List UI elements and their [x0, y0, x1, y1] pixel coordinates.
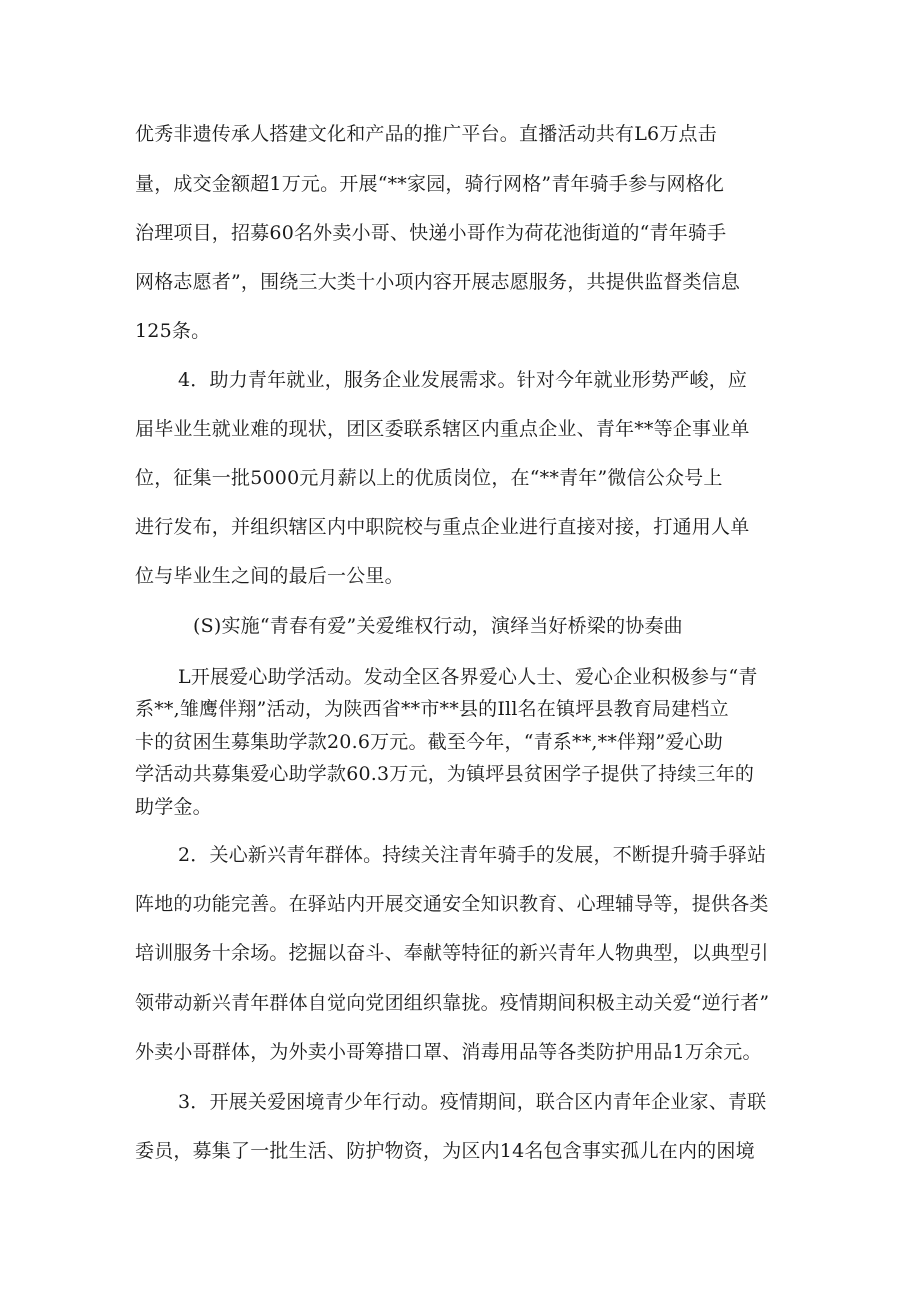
- text-line-1: 优秀非遗传承人搭建文化和产品的推广平台。直播活动共有L6万点击: [135, 123, 717, 145]
- text-line-9: 进行发布，并组织辖区内中职院校与重点企业进行直接对接，打通用人单: [135, 516, 750, 538]
- text-line-5: 125条。: [135, 320, 211, 342]
- text-line-17: 2．关心新兴青年群体。持续关注青年骑手的发展，不断提升骑手驿站: [178, 844, 767, 866]
- text-line-19: 培训服务十余场。挖掘以奋斗、奉献等特征的新兴青年人物典型，以典型引: [135, 942, 769, 964]
- text-line-23: 委员，募集了一批生活、防护物资，为区内14名包含事实孤儿在内的困境: [135, 1140, 755, 1162]
- text-line-4: 网格志愿者”，围绕三大类十小项内容开展志愿服务，共提供监督类信息: [135, 271, 741, 293]
- text-line-13: 系**,雏鹰伴翔”活动，为陕西省**市**县的Ill名在镇坪县教育局建档立: [135, 698, 729, 720]
- text-line-22: 3．开展关爱困境青少年行动。疫情期间，联合区内青年企业家、青联: [178, 1091, 767, 1113]
- text-line-18: 阵地的功能完善。在驿站内开展交通安全知识教育、心理辅导等，提供各类: [135, 893, 769, 915]
- text-line-7: 届毕业生就业难的现状，团区委联系辖区内重点企业、青年**等企事业单: [135, 418, 750, 440]
- text-line-20: 领带动新兴青年群体自觉向党团组织靠拢。疫情期间积极主动关爱“逆行者”: [135, 992, 770, 1014]
- text-line-15: 学活动共募集爱心助学款60.3万元，为镇坪县贫困学子提供了持续三年的: [135, 763, 755, 785]
- text-line-2: 量，成交金额超1万元。开展“**家园，骑行网格”青年骑手参与网格化: [135, 173, 725, 195]
- text-line-6: 4．助力青年就业，服务企业发展需求。针对今年就业形势严峻，应: [178, 369, 748, 391]
- text-line-10: 位与毕业生之间的最后一公里。: [135, 565, 404, 587]
- text-line-14: 卡的贫困生募集助学款20.6万元。截至今年，“青系**,**伴翔”爱心助: [135, 731, 723, 753]
- text-line-3: 治理项目，招募60名外卖小哥、快递小哥作为荷花池街道的“青年骑手: [135, 222, 727, 244]
- text-line-21: 外卖小哥群体，为外卖小哥筹措口罩、消毒用品等各类防护用品1万余元。: [135, 1041, 762, 1063]
- text-line-16: 助学金。: [135, 796, 212, 818]
- section-heading: (S)实施“青春有爱”关爱维权行动，演绎当好桥梁的协奏曲: [193, 615, 683, 637]
- text-line-12: L开展爱心助学活动。发动全区各界爱心人士、爱心企业积极参与“青: [178, 666, 758, 688]
- text-line-8: 位，征集一批5000元月薪以上的优质岗位，在“**青年”微信公众号上: [135, 467, 723, 489]
